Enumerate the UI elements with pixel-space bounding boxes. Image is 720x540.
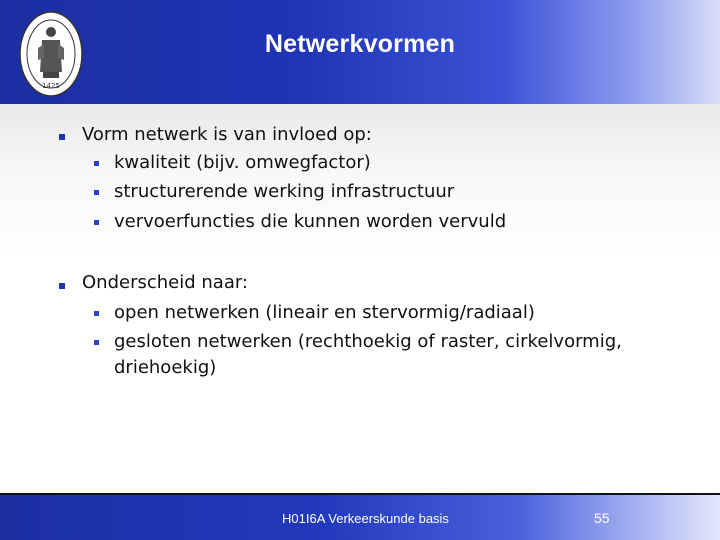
page-number: 55: [594, 510, 610, 526]
bullet-text: Vorm netwerk is van invloed op:: [82, 124, 372, 145]
sub-bullet-text: vervoerfuncties die kunnen worden vervuld: [114, 211, 507, 232]
slide-footer: [0, 495, 720, 540]
course-name: H01I6A Verkeerskunde basis: [282, 511, 449, 526]
sub-bullet-text: open netwerken (lineair en stervormig/radiaal): [114, 302, 535, 323]
slide-title: Netwerkvormen: [264, 30, 456, 58]
seal-year: 1425: [42, 82, 60, 90]
bullet-icon: [59, 283, 65, 289]
sub-bullet-text-continued: driehoekig): [114, 357, 217, 378]
sub-bullet-icon: [94, 190, 99, 195]
slide-header: [0, 0, 720, 104]
sub-bullet-text: kwaliteit (bijv. omwegfactor): [114, 152, 371, 173]
bullet-text: Onderscheid naar:: [82, 272, 248, 293]
slide-body: [0, 104, 720, 494]
bullet-icon: [59, 134, 65, 140]
sub-bullet-icon: [94, 220, 99, 225]
sub-bullet-icon: [94, 340, 99, 345]
sub-bullet-text: gesloten netwerken (rechthoekig of raster, cirkelvormig,: [114, 331, 622, 352]
sub-bullet-icon: [94, 161, 99, 166]
sub-bullet-text: structurerende werking infrastructuur: [114, 181, 455, 202]
sub-bullet-icon: [94, 311, 99, 316]
